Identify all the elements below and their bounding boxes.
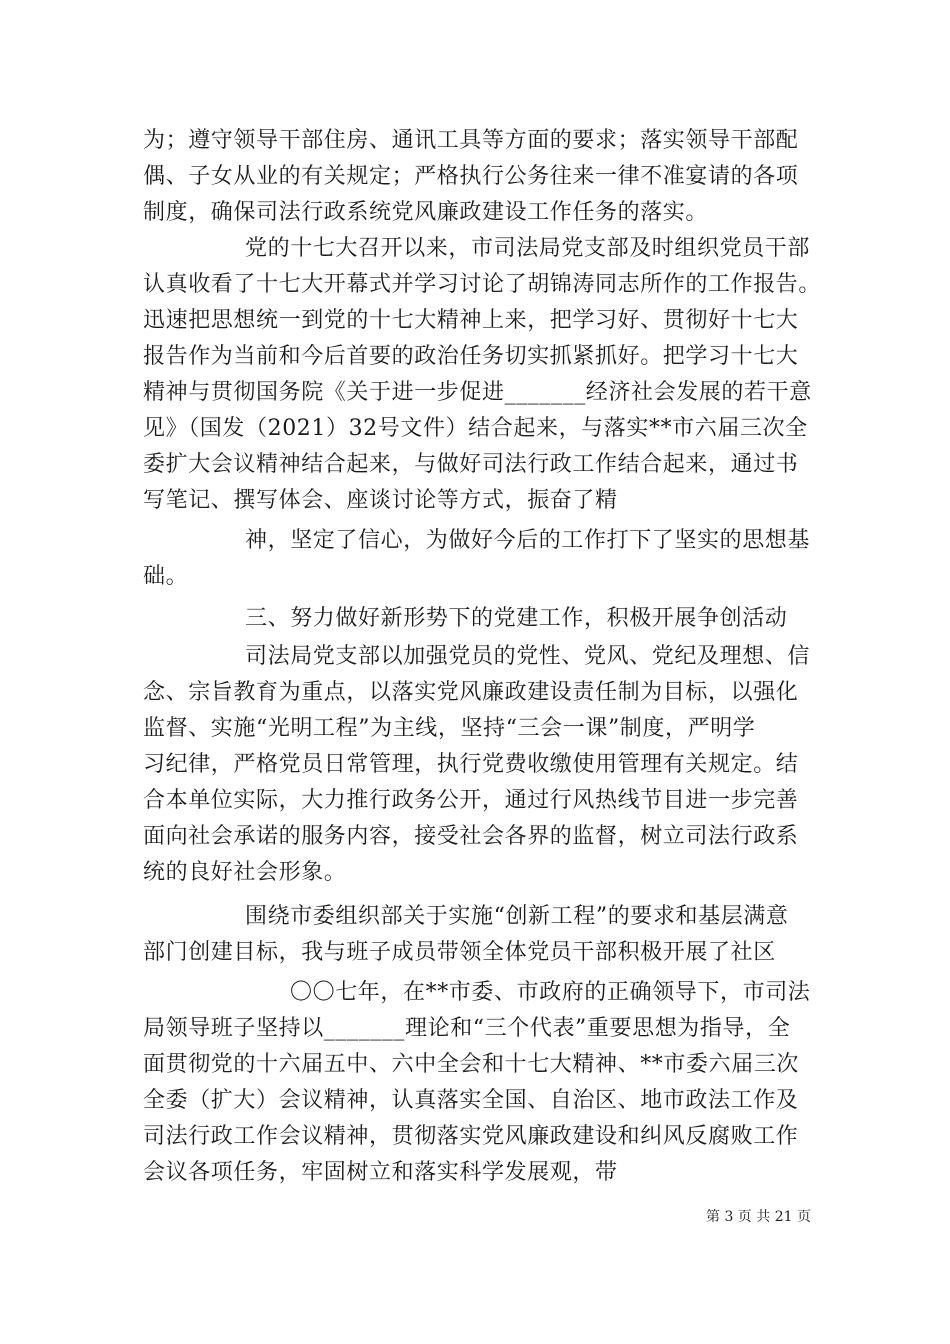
text-line: 迅速把思想统一到党的十七大精神上来，把学习好、贯彻好十七大 bbox=[143, 308, 799, 333]
text-line: 局领导班子坚持以_______理论和“三个代表”重要思想为指导，全 bbox=[143, 1016, 791, 1041]
text-line: 会议各项任务，牢固树立和落实科学发展观，带 bbox=[143, 1160, 618, 1185]
text-line: 面向社会承诺的服务内容，接受社会各界的监督，树立司法行政系 bbox=[143, 824, 799, 849]
text-line: 制度，确保司法行政系统党风廉政建设工作任务的落实。 bbox=[143, 200, 709, 225]
text-line: 党的十七大召开以来，市司法局党支部及时组织党员干部 bbox=[245, 236, 811, 261]
text-line: 神，坚定了信心，为做好今后的工作打下了坚实的思想基 bbox=[245, 528, 811, 553]
text-line: 面贯彻党的十六届五中、六中全会和十七大精神、**市委六届三次 bbox=[143, 1052, 800, 1077]
text-line: 司法局党支部以加强党员的党性、党风、党纪及理想、信 bbox=[245, 644, 811, 669]
text-line: 习纪律，严格党员日常管理，执行党费收缴使用管理有关规定。结 bbox=[143, 752, 799, 777]
text-line: 见》（国发（2021）32号文件）结合起来，与落实**市六届三次全 bbox=[143, 416, 808, 441]
text-line: 司法行政工作会议精神，贯彻落实党风廉政建设和纠风反腐败工作 bbox=[143, 1124, 799, 1149]
text-line: 念、宗旨教育为重点，以落实党风廉政建设责任制为目标，以强化 bbox=[143, 680, 799, 705]
text-line: 全委（扩大）会议精神，认真落实全国、自治区、地市政法工作及 bbox=[143, 1088, 799, 1113]
text-line: 监督、实施“光明工程”为主线，坚持“三会一课”制度，严明学 bbox=[143, 716, 756, 741]
text-line: 认真收看了十七大开幕式并学习讨论了胡锦涛同志所作的工作报告。 bbox=[143, 272, 822, 297]
text-line: 统的良好社会形象。 bbox=[143, 860, 347, 885]
section-heading: 三、努力做好新形势下的党建工作，积极开展争创活动 bbox=[245, 606, 788, 631]
text-line: 〇〇七年，在**市委、市政府的正确领导下，市司法 bbox=[290, 980, 811, 1005]
text-line: 为；遵守领导干部住房、通讯工具等方面的要求；落实领导干部配 bbox=[143, 128, 799, 153]
text-line: 部门创建目标，我与班子成员带领全体党员干部积极开展了社区 bbox=[143, 940, 776, 965]
text-line: 础。 bbox=[143, 564, 189, 589]
text-line: 写笔记、撰写体会、座谈讨论等方式，振奋了精 bbox=[143, 488, 618, 513]
text-line: 精神与贯彻国务院《关于进一步促进_______经济社会发展的若干意 bbox=[143, 380, 812, 405]
text-line: 围绕市委组织部关于实施“创新工程”的要求和基层满意 bbox=[245, 904, 789, 929]
page-number: 第 3 页 共 21 页 bbox=[706, 1209, 811, 1225]
text-line: 委扩大会议精神结合起来，与做好司法行政工作结合起来，通过书 bbox=[143, 452, 799, 477]
text-line: 偶、子女从业的有关规定；严格执行公务往来一律不准宴请的各项 bbox=[143, 164, 799, 189]
text-line: 合本单位实际，大力推行政务公开，通过行风热线节目进一步完善 bbox=[143, 788, 799, 813]
text-line: 报告作为当前和今后首要的政治任务切实抓紧抓好。把学习十七大 bbox=[143, 344, 799, 369]
